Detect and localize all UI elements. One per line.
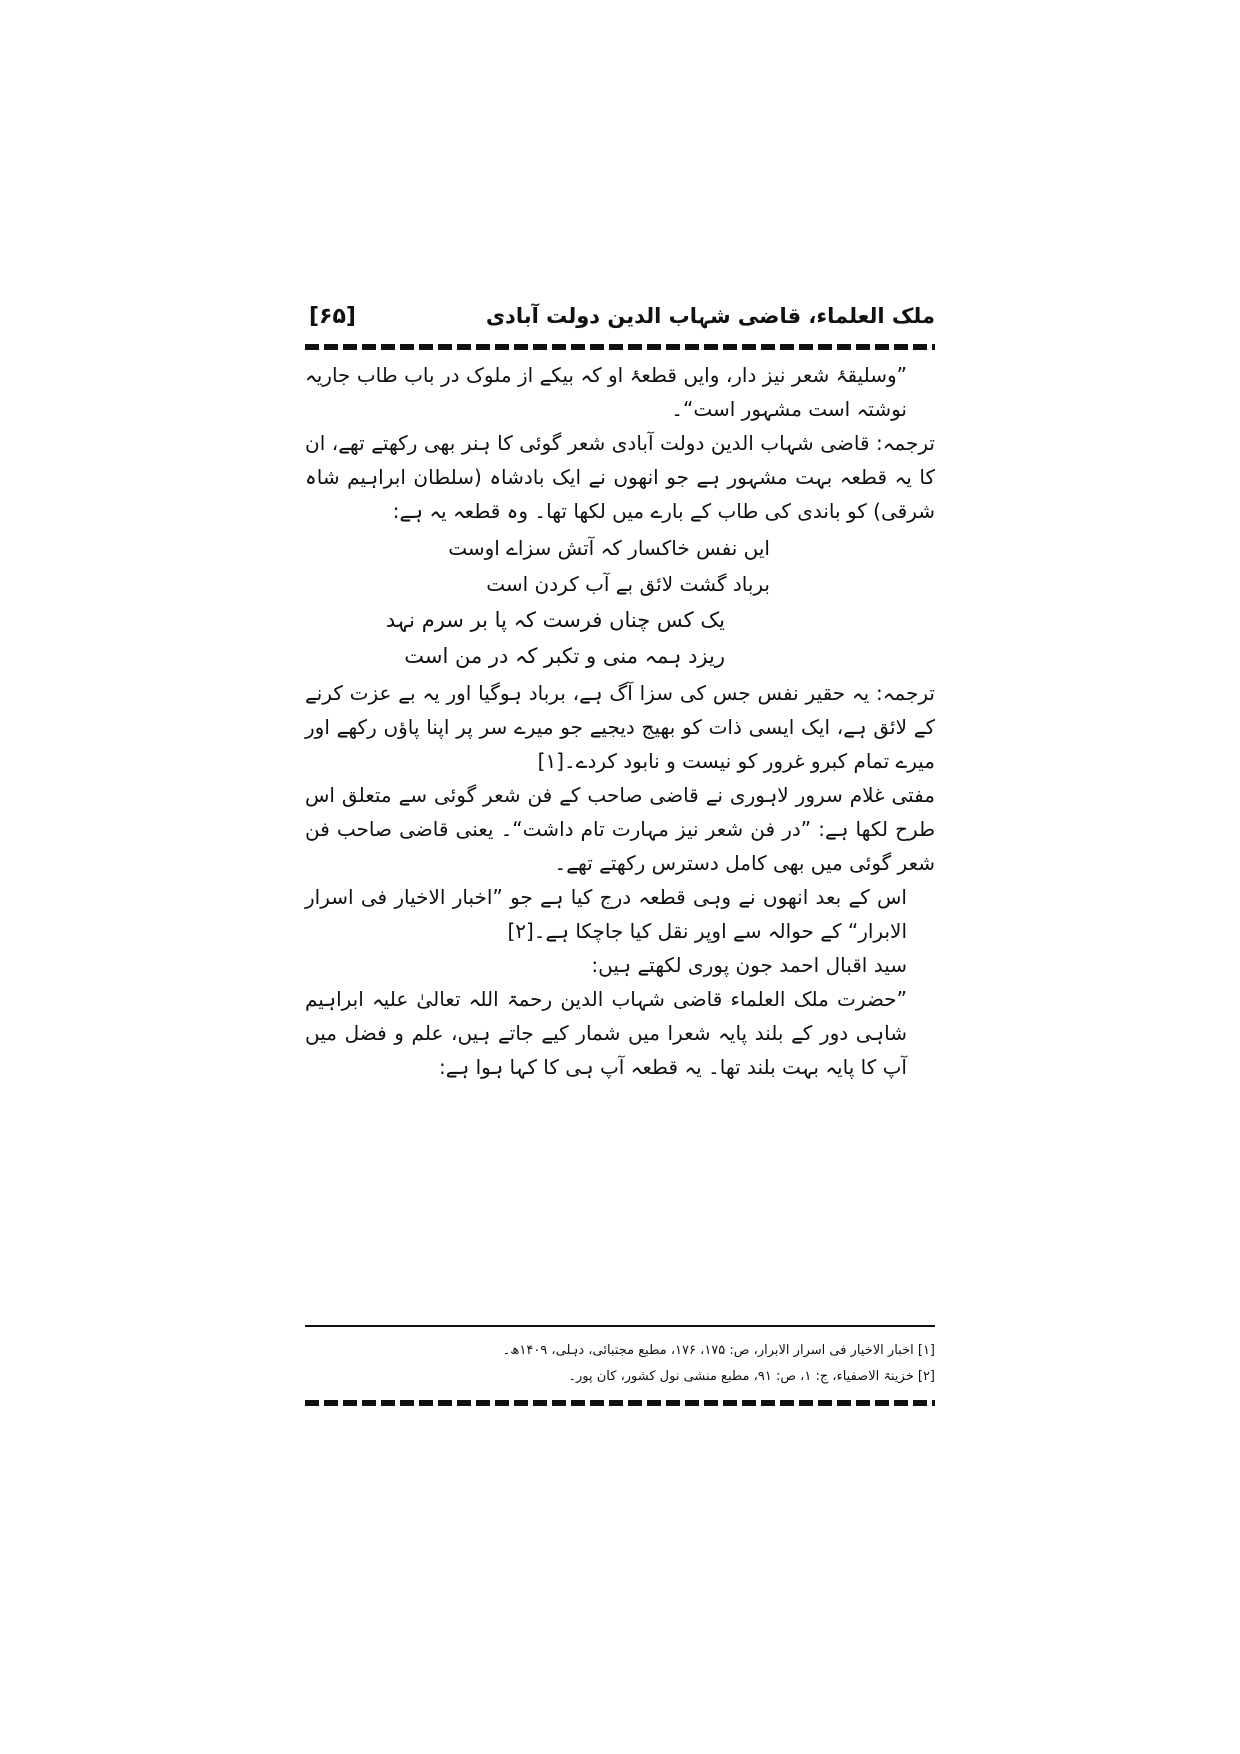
mufti-paragraph: مفتی غلام سرور لاہوری نے قاضی صاحب کے فن شعر گوئی سے متعلق اس طرح لکھا ہے: ”در فن شعر نیز مہارت تام داشت“۔ یعنی قاضی صاحب فن شعر گوئی میں بھی کامل دسترس رکھتے تھے۔ [305,783,935,875]
verse-line-3: یک کس چناں فرست کہ پا بر سرم نہد [385,608,725,632]
header-dashed-rule [305,344,935,350]
verse-translation: ترجمہ: یہ حقیر نفس جس کی سزا آگ ہے، برباد ہوگیا اور یہ بے عزت کرنے کے لائق ہے، ایک ایسی ذات کو بھیج دیجیے جو میرے سر پر اپنا پاؤں رکھے اور میرے تمام کبرو غرور کو نیست و نابود کردے۔[۱] [305,681,935,773]
verse-line-1: ایں نفس خاکسار کہ آتش سزاے اوست [448,536,770,560]
footnote-1: [۱] اخبار الاخیار فی اسرار الابرار، ص: ۱۷۵، ۱۷۶، مطبع مجتبائی، دہلی، ۱۴۰۹ھ۔ [502,1343,935,1358]
translation-paragraph: ترجمہ: قاضی شہاب الدین دولت آبادی شعر گوئی کا ہنر بھی رکھتے تھے، ان کا یہ قطعہ بہت مشہور ہے جو انھوں نے ایک بادشاہ (سلطان ابراہیم شاہ شرقی) کو باندی کی طاب کے بارے میں لکھا تھا۔ وہ قطعہ یہ ہے: [305,431,935,523]
verse-line-4: ریزد ہمہ منی و تکبر کہ در من است [404,644,725,668]
book-page [305,300,935,1430]
footnotes [305,1338,935,1390]
footer-dashed-rule [305,1400,935,1406]
running-title: ملک العلماء، قاضی شہاب الدین دولت آبادی [485,304,935,328]
persian-quote: ”وسلیقۂ شعر نیز دار، وایں قطعۂ او کہ بیکے از ملوک در باب طاب جاریہ نوشتہ است مشہور است“۔ [305,363,907,421]
after-paragraph: اس کے بعد انھوں نے وہی قطعہ درج کیا ہے جو ”اخبار الاخیار فی اسرار الابرار“ کے حوالہ سے اوپر نقل کیا جاچکا ہے۔[۲] [305,885,907,943]
footnote-2: [۲] خزینۃ الاصفیاء، ج: ۱، ص: ۹۱، مطبع منشی نول کشور، کان پور۔ [568,1369,935,1384]
main-text [305,358,935,1084]
page-number: [۶۵] [309,304,356,329]
persian-qita [305,530,935,674]
page-header [305,300,935,340]
iqbal-intro: سید اقبال احمد جون پوری لکھتے ہیں: [591,953,907,977]
footnote-rule [305,1325,935,1327]
iqbal-quote: ”حضرت ملک العلماء قاضی شہاب الدین رحمۃ اللہ تعالیٰ علیہ ابراہیم شاہی دور کے بلند پایہ شعرا میں شمار کیے جاتے ہیں، علم و فضل میں آپ کا پایہ بہت بلند تھا۔ یہ قطعہ آپ ہی کا کہا ہوا ہے: [305,987,907,1079]
verse-line-2: برباد گشت لائق بے آب کردن است [486,572,770,596]
